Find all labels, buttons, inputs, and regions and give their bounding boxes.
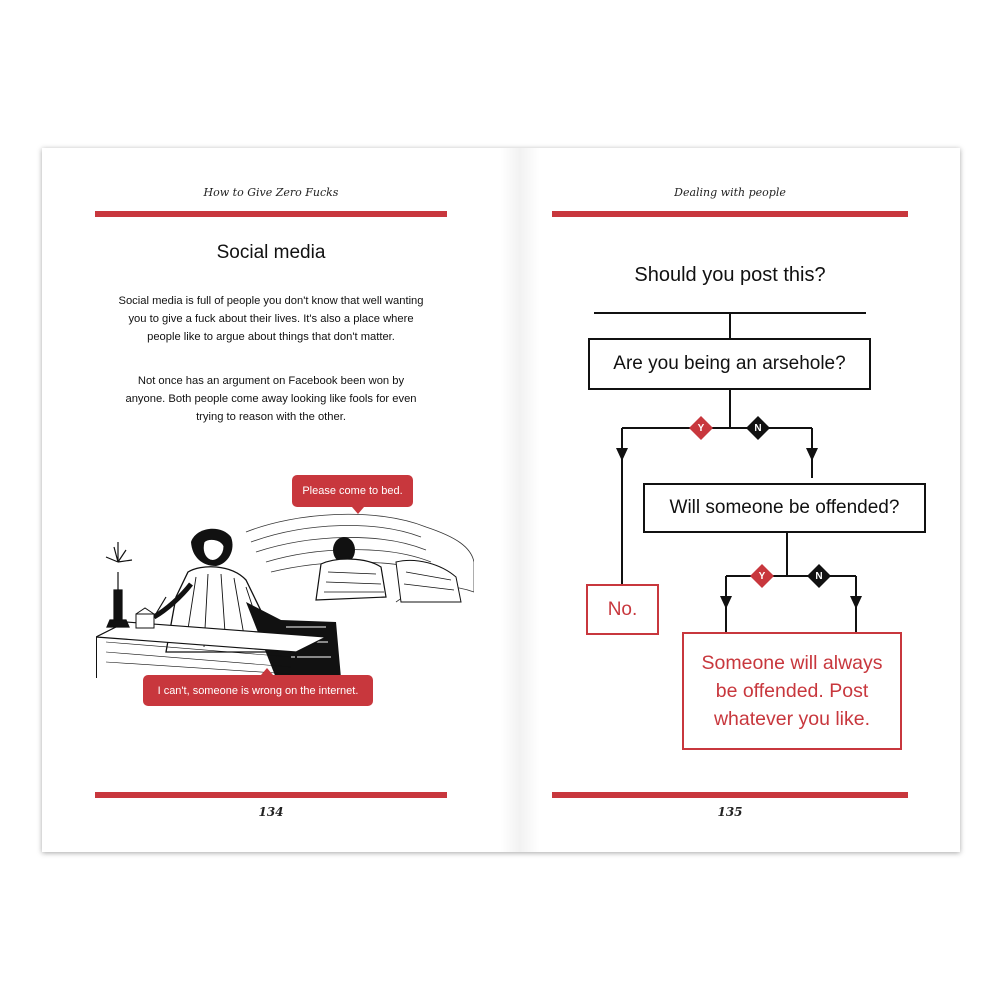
section-title: Social media: [216, 242, 326, 263]
answer-box-no: No.: [586, 584, 659, 635]
speech-bubble-bottom: I can't, someone is wrong on the internet.: [143, 675, 373, 706]
yes-label-1: Y: [697, 422, 705, 434]
no-label-1: N: [754, 422, 762, 434]
flowchart-title: Should you post this?: [634, 264, 826, 286]
paragraph-2: Not once has an argument on Facebook been won by anyone. Both people come away looking like fools for even trying to reason with the other.: [125, 375, 417, 423]
no-label-2: N: [815, 570, 823, 582]
right-bottom-rule: [552, 792, 908, 798]
left-page-number: 134: [258, 805, 284, 819]
right-page-number: 135: [717, 805, 743, 819]
answer-box-post: Someone will always be offended. Post whatever you like.: [682, 632, 902, 750]
right-running-head: Dealing with people: [674, 186, 786, 199]
question-box-arsehole: Are you being an arsehole?: [588, 338, 871, 390]
book-spread: [42, 148, 960, 852]
left-running-head: How to Give Zero Fucks: [203, 186, 339, 199]
paragraph-1: Social media is full of people you don't know that well wanting you to give a fuck about their lives. It's also a place where people like to argue about things that don't matter.: [118, 295, 424, 343]
question-box-offended: Will someone be offended?: [643, 483, 926, 533]
yes-label-2: Y: [758, 570, 766, 582]
speech-bubble-top: Please come to bed.: [292, 475, 413, 507]
